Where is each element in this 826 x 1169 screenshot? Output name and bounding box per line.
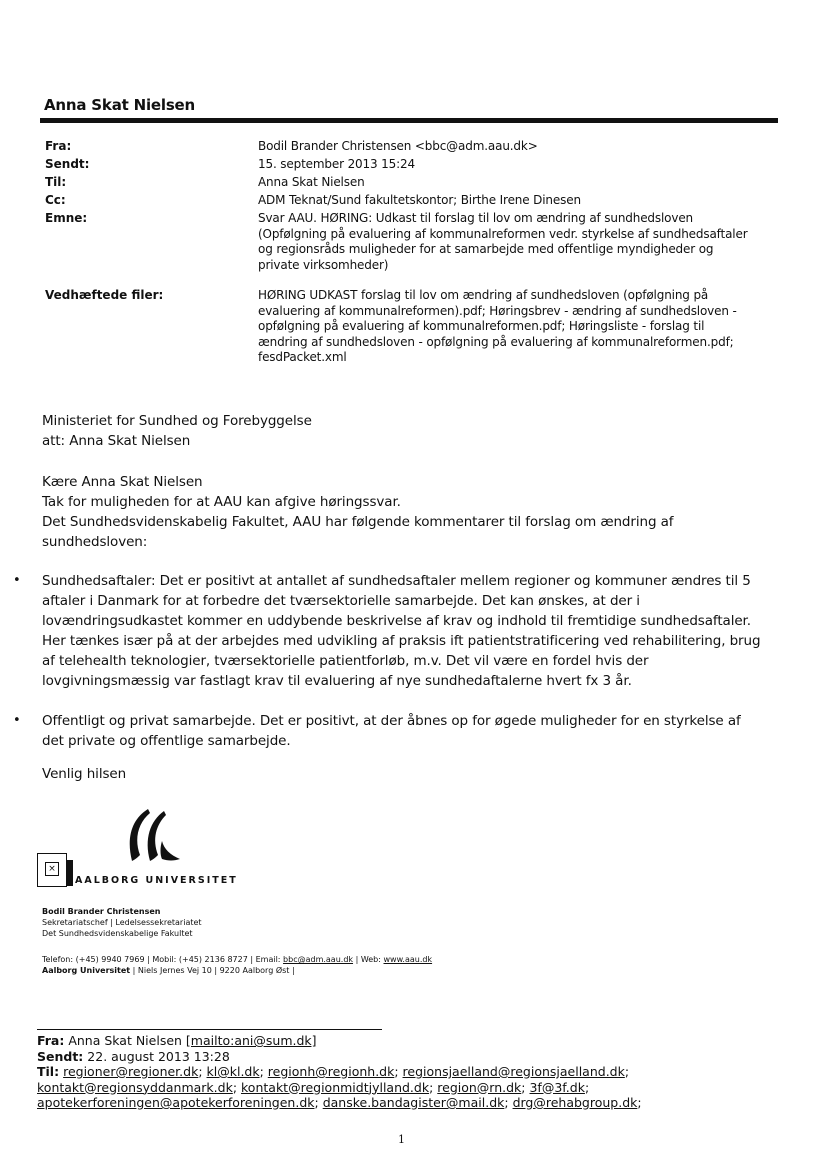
recipient-link[interactable]: region@rn.dk <box>437 1079 522 1095</box>
bullet-line: aftaler i Danmark for at forbedre det tværsektorielle samarbejde. Det kan ønskes, at der i <box>42 593 640 609</box>
greeting: Kære Anna Skat Nielsen <box>42 474 203 490</box>
recipient-link[interactable]: kontakt@regionsyddanmark.dk <box>37 1079 233 1095</box>
logo-wordmark: AALBORG UNIVERSITET <box>75 875 238 886</box>
signature-name: Bodil Brander Christensen <box>42 907 161 916</box>
intro-block <box>42 472 802 552</box>
subject-line: (Opfølgning på evaluering af kommunalreformen vedr. styrkelse af sundhedsaftaler <box>258 226 748 241</box>
bullet-line: det private og offentlige samarbejde. <box>42 733 291 749</box>
signature-title: Sekretariatschef | Ledelsessekretariatet <box>42 918 202 927</box>
sent-label: Sendt: <box>45 157 90 171</box>
recipient-link[interactable]: apotekerforeningen@apotekerforeningen.dk <box>37 1095 315 1110</box>
forwarded-from-label: Fra: <box>37 1033 65 1048</box>
forwarded-from-name: Anna Skat Nielsen <box>64 1033 186 1048</box>
cc-label: Cc: <box>45 193 66 207</box>
forwarded-from-mailto-link[interactable]: [mailto:ani@sum.dk] <box>185 1033 317 1048</box>
attachment-line: fesdPacket.xml <box>258 350 347 364</box>
address-line <box>42 965 742 976</box>
intro-line: Tak for muligheden for at AAU kan afgive høringssvar. <box>42 494 401 510</box>
address-rest: | Niels Jernes Vej 10 | 9220 Aalborg Øst | <box>130 966 295 975</box>
recipient-link[interactable]: kontakt@regionmidtjylland.dk <box>241 1079 430 1095</box>
bullet-marker: • <box>13 573 21 588</box>
header-rule <box>40 118 778 123</box>
intro-line: sundhedsloven: <box>42 534 148 550</box>
forward-divider <box>37 1029 382 1030</box>
recipient-link[interactable]: 3f@3f.dk <box>529 1079 585 1095</box>
forwarded-to-label: Til: <box>37 1064 60 1079</box>
bullet-line: af telehealth teknologier, tværsektorielle patientforløb, m.v. Det vil være en fordel hvis der <box>42 653 649 669</box>
web-prefix: | Web: <box>353 955 384 964</box>
bullet-line: Her tænkes især på at der arbejdes med udvikling af praksis ift patientstratificering ved rehabilitering, brug <box>42 633 761 649</box>
recipient-block <box>42 411 312 451</box>
logo-bar <box>66 860 73 886</box>
forwarded-sent-value: 22. august 2013 13:28 <box>83 1048 230 1064</box>
from-label: Fra: <box>45 139 72 153</box>
bullet-item <box>42 571 787 691</box>
recipient-link[interactable]: regionh@regionh.dk <box>267 1064 395 1079</box>
intro-line: Det Sundhedsvidenskabelig Fakultet, AAU har følgende kommentarer til forslag om ændring af <box>42 514 674 530</box>
signature-block <box>42 906 202 939</box>
attachments-value <box>258 288 778 366</box>
forwarded-header <box>37 1033 797 1111</box>
bullet-line: Sundhedsaftaler: Det er positivt at antallet af sundhedsaftaler mellem regioner og kommuner ændres til 5 <box>42 573 751 589</box>
attachment-line: HØRING UDKAST forslag til lov om ændring af sundhedsloven (opfølgning på <box>258 288 709 302</box>
recipient-link[interactable]: drg@rehabgroup.dk <box>512 1095 638 1110</box>
aau-logo-mark-icon <box>118 805 184 865</box>
subject-line: og regionsråds muligheder for at samarbejde med offentlige myndigheder og <box>258 242 714 256</box>
recipient-line: Ministeriet for Sundhed og Forebyggelse <box>42 413 312 429</box>
recipient-link[interactable]: danske.bandagister@mail.dk <box>322 1095 505 1110</box>
subject-label: Emne: <box>45 211 88 225</box>
attachment-line: evaluering af kommunalreformen).pdf; Høringsbrev - ændring af sundhedsloven - <box>258 303 737 318</box>
forwarded-to-line: apotekerforeningen@apotekerforeningen.dk; danske.bandagister@mail.dk; drg@rehabgroup.dk; <box>37 1095 642 1110</box>
recipient-link[interactable]: regioner@regioner.dk <box>63 1064 199 1079</box>
page-number: 1 <box>398 1133 405 1146</box>
forwarded-sent-label: Sendt: <box>37 1048 84 1064</box>
subject-line: private virksomheder) <box>258 257 389 272</box>
sent-value: 15. september 2013 15:24 <box>258 157 416 171</box>
mailbox-owner: Anna Skat Nielsen <box>44 96 195 114</box>
contact-line <box>42 954 742 965</box>
broken-image-icon: × <box>37 853 67 887</box>
from-value: Bodil Brander Christensen <bbc@adm.aau.dk> <box>258 139 538 153</box>
signature-faculty: Det Sundhedsvidenskabelige Fakultet <box>42 929 193 938</box>
attachment-line: ændring af sundhedsloven - opfølgning på evaluering af kommunalreformen.pdf; <box>258 334 734 349</box>
forwarded-sent-line <box>37 1049 797 1065</box>
signature-contact <box>42 954 742 976</box>
signature-web-link[interactable]: www.aau.dk <box>383 955 433 964</box>
bullet-marker: • <box>13 713 21 728</box>
closing: Venlig hilsen <box>42 766 127 782</box>
forwarded-to-line: Til: regioner@regioner.dk; kl@kl.dk; regionh@regionh.dk; regionsjaelland@regionsjaelland.dk; <box>37 1064 630 1079</box>
bullet-line: Offentligt og privat samarbejde. Det er positivt, at der åbnes op for øgede muligheder for en styrkelse af <box>42 713 741 729</box>
bullet-line: lovændringsudkastet kommer en uddybende beskrivelse af krav og indhold til fremtidige sundhedsaftaler. <box>42 613 751 629</box>
cc-value: ADM Teknat/Sund fakultetskontor; Birthe Irene Dinesen <box>258 193 581 207</box>
bullet-line: lovgivningsmæssig var fastlagt krav til evaluering af nye sundhedaftalerne hvert fx 3 år. <box>42 673 632 689</box>
to-value: Anna Skat Nielsen <box>258 175 365 189</box>
subject-value <box>258 211 778 273</box>
attachment-line: opfølgning på evaluering af kommunalreformen.pdf; Høringsliste - forslag til <box>258 319 705 333</box>
recipient-link[interactable]: kl@kl.dk <box>206 1064 260 1079</box>
subject-line: Svar AAU. HØRING: Udkast til forslag til lov om ændring af sundhedsloven <box>258 211 694 225</box>
forwarded-from-line <box>37 1033 797 1049</box>
recipient-link[interactable]: regionsjaelland@regionsjaelland.dk <box>402 1064 625 1079</box>
signature-email-link[interactable]: bbc@adm.aau.dk <box>283 955 354 964</box>
contact-prefix: Telefon: (+45) 9940 7969 | Mobil: (+45) 2136 8727 | Email: <box>42 955 284 964</box>
recipient-line: att: Anna Skat Nielsen <box>42 433 191 449</box>
address-org: Aalborg Universitet <box>42 966 131 975</box>
attachments-label: Vedhæftede filer: <box>45 288 164 302</box>
bullet-item <box>42 711 787 751</box>
to-label: Til: <box>45 175 67 189</box>
forwarded-to-line: kontakt@regionsyddanmark.dk; kontakt@regionmidtjylland.dk; region@rn.dk; 3f@3f.dk; <box>37 1079 590 1095</box>
